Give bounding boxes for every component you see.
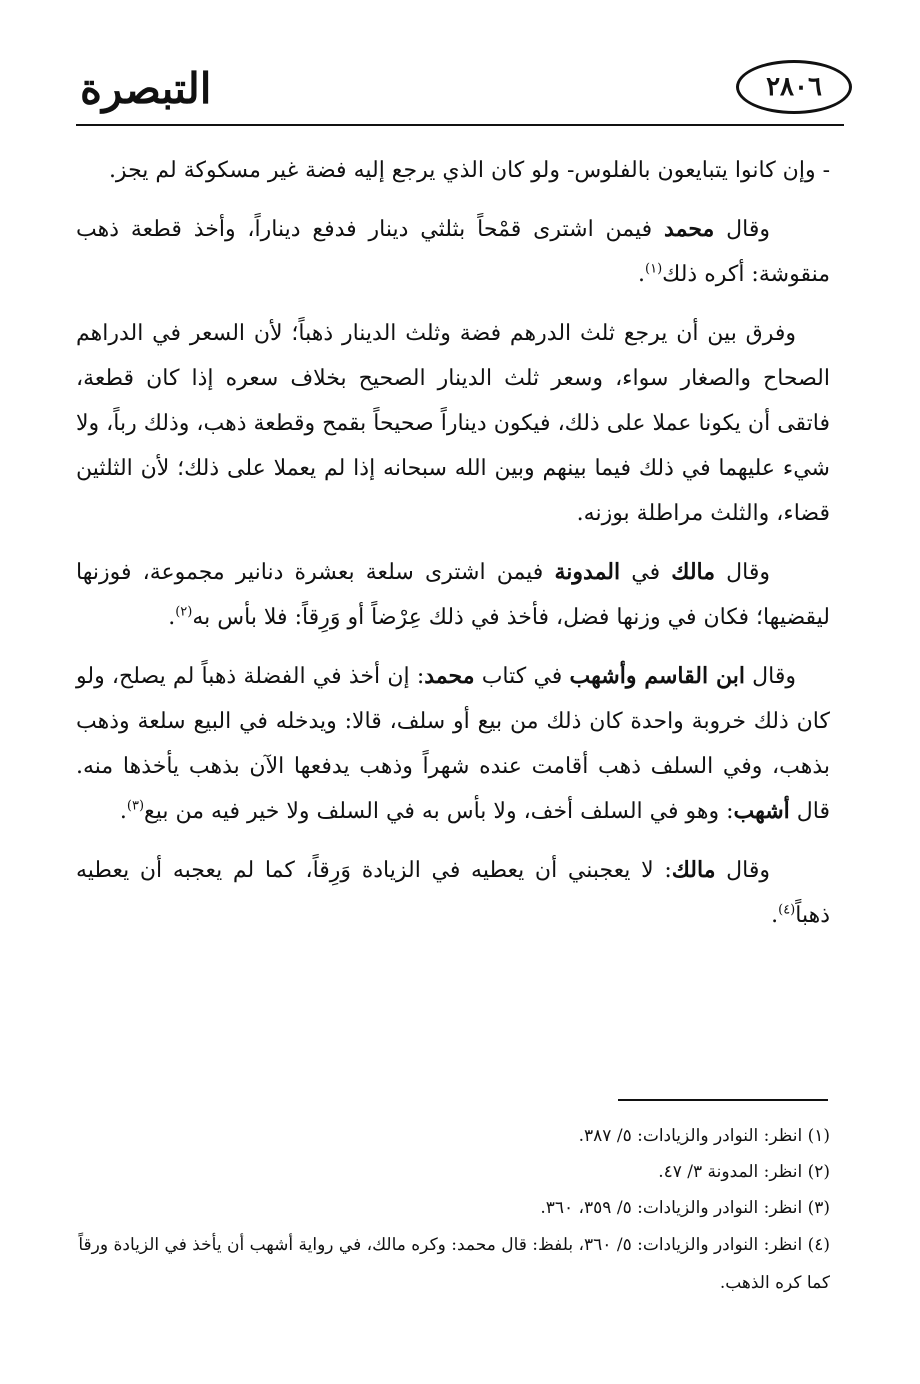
p5-mid: في كتاب [474,664,570,689]
footnote-ref-2: (٢) [175,604,193,620]
p5-after: : إن أخذ في الفضلة ذهباً لم يصلح، ولو كان ذلك خروبة واحدة كان ذلك من بيع أو سلف، قالا: ويدخله في البيع سلعة وذهب بذهب، وفي السلف ذهب أقامت عنده شهراً وذهب يدفعها الآن بذهب يأخذها منه. قال [76,664,830,824]
footnote-divider [618,1099,828,1101]
paragraph-4 [76,550,830,640]
footnote-ref-3: (٣) [126,798,145,814]
footnote-3: (٣) انظر: النوادر والزيادات: ٥/ ٣٥٩، ٣٦٠. [540,1198,830,1218]
p2-before: وقال [714,217,770,242]
p5-after2: : وهو في السلف أخف، ولا بأس به في السلف ولا خير فيه من بيع [144,799,734,824]
page-header [76,54,844,126]
paragraph-1-text: - وإن كانوا يتبايعون بالفلوس- ولو كان الذي يرجع إليه فضة غير مسكوكة لم يجز. [108,158,830,183]
footnote-ref-4: (٤) [778,902,796,918]
book-title: التبصرة [80,64,212,113]
p4-name-bold: مالك [671,559,716,585]
p6-before: وقال [715,858,770,883]
p2-end: . [638,262,646,287]
main-text [76,148,830,952]
p6-end: . [771,903,779,928]
paragraph-6 [76,848,830,938]
paragraph-5 [76,654,830,834]
p4-after: فيمن اشترى سلعة بعشرة دنانير مجموعة، فوزنها ليقضيها؛ فكان في وزنها فضل، فأخذ في ذلك عِرْضاً أو وَرِقاً: فلا بأس به [76,560,830,630]
p6-name-bold: مالك [671,857,716,883]
paragraph-2 [76,207,830,297]
p4-book-bold: المدونة [554,559,621,585]
p4-before: وقال [715,560,770,585]
page-number-badge [736,60,852,114]
p5-names-bold: ابن القاسم وأشهب [569,663,745,689]
paragraph-3-text: وفرق بين أن يرجع ثلث الدرهم فضة وثلث الدينار ذهباً؛ لأن السعر في الدراهم الصحاح والصغار سواء، وسعر ثلث الدينار الصحيح بخلاف سعره إذا كان قطعة، فاتقى أن يكونا عملا على ذلك، فيكون ديناراً صحيحاً بقمح وقطعة ذهب، وذلك رباً، ولا شيء عليهما في ذلك فيما بينهم وبين الله سبحانه إذا لم يعملا على ذلك؛ لأن الثلثين قضاء، والثلث مراطلة بوزنه. [76,321,830,526]
header-divider [76,124,844,126]
p2-name-bold: محمد [664,216,715,242]
p5-book-bold: محمد [424,663,475,689]
page-number: ٢٨٠٦ [766,72,822,102]
footnote-4: (٤) انظر: النوادر والزيادات: ٥/ ٣٦٠، بلفظ: قال محمد: وكره مالك، في رواية أشهب أن يأخذ في الزيادة ورقاً كما كره الذهب. [78,1235,830,1293]
p5-end: . [119,799,127,824]
footnote-1: (١) انظر: النوادر والزيادات: ٥/ ٣٨٧. [578,1126,830,1146]
p6-after: : لا يعجبني أن يعطيه في الزيادة وَرِقاً، كما لم يعجبه أن يعطيه ذهباً [76,858,830,928]
paragraph-1 [76,148,830,193]
footnote-2: (٢) انظر: المدونة ٣/ ٤٧. [658,1162,830,1182]
p4-end: . [168,605,176,630]
p5-ashhab-bold: أشهب [733,798,790,824]
paragraph-3 [76,311,830,536]
p2-after: فيمن اشترى قمْحاً بثلثي دينار فدفع ديناراً، وأخذ قطعة ذهب منقوشة: أكره ذلك [76,217,830,287]
p4-mid: في [620,560,672,585]
footnote-ref-1: (١) [645,261,663,277]
footnotes [76,1118,830,1302]
p5-before: وقال [744,664,797,689]
